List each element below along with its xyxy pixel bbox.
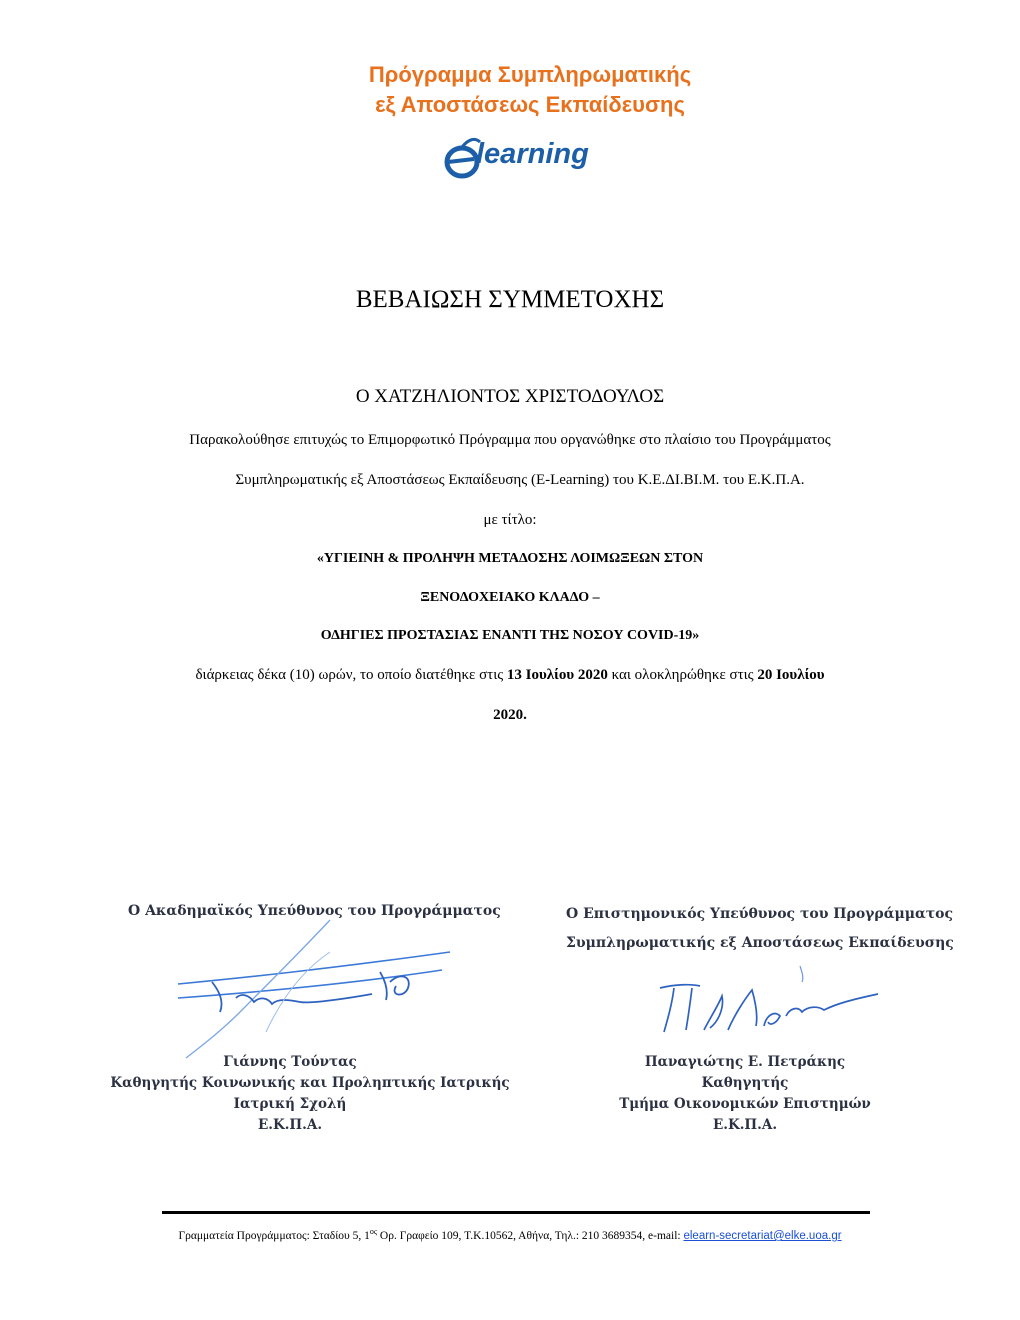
course-title-line1: «ΥΓΙΕΙΝΗ & ΠΡΟΛΗΨΗ ΜΕΤΑΔΟΣΗΣ ΛΟΙΜΩΞΕΩΝ ΣΤΟΝ: [316, 551, 704, 566]
certificate-title: ΒΕΒΑΙΩΣΗ ΣΥΜΜΕΤΟΧΗΣ: [355, 286, 665, 313]
elearning-brand-text: learning: [476, 138, 589, 170]
right-signatory-role-line2: Συμπληρωματικής εξ Αποστάσεως Εκπαίδευσης: [566, 935, 954, 951]
left-signatory-institution: Ε.Κ.Π.Α.: [257, 1117, 323, 1133]
duration-statement: [0, 667, 1020, 684]
left-signatory-name: Γιάννης Τούντας: [223, 1054, 357, 1070]
footer-email-link[interactable]: elearn-secretariat@elke.uoa.gr: [683, 1229, 842, 1242]
right-signature: [640, 960, 900, 1050]
attendance-statement-line1: Παρακολούθησε επιτυχώς το Επιμορφωτικό Πρόγραμμα που οργανώθηκε στο πλαίσιο του Προγράμματος: [189, 432, 831, 448]
recipient-name: Ο ΧΑΤΖΗΛΙΟΝΤΟΣ ΧΡΙΣΤΟΔΟΥΛΟΣ: [355, 386, 665, 407]
title-intro: με τίτλο:: [483, 512, 537, 528]
right-signatory-role-line1: Ο Επιστημονικός Υπεύθυνος του Προγράμματος: [566, 906, 954, 922]
end-date: 20 Ιουλίου: [757, 667, 825, 683]
attendance-statement-line2: Συμπληρωματικής εξ Αποστάσεως Εκπαίδευσης (E-Learning) του Κ.Ε.ΔΙ.ΒΙ.Μ. του Ε.Κ.Π.Α.: [235, 472, 805, 488]
logo-text-line2: εξ Αποστάσεως Εκπαίδευσης: [375, 92, 685, 117]
logo-text-line1: Πρόγραμμα Συμπληρωματικής: [368, 62, 692, 87]
left-signatory-school: Ιατρική Σχολή: [233, 1096, 347, 1112]
left-signature: [150, 912, 490, 1062]
course-title-line2: ΞΕΝΟΔΟΧΕΙΑΚΟ ΚΛΑΔΟ –: [420, 590, 600, 605]
course-title-line3: ΟΔΗΓΙΕΣ ΠΡΟΣΤΑΣΙΑΣ ΕΝΑΝΤΙ ΤΗΣ ΝΟΣΟΥ COVID-19»: [320, 628, 700, 643]
end-year: 2020.: [493, 707, 527, 723]
left-signatory-role: Ο Ακαδημαϊκός Υπεύθυνος του Προγράμματος: [128, 903, 501, 919]
footer-address-prefix: Γραμματεία Προγράμματος: Σταδίου 5, 1: [178, 1229, 370, 1242]
duration-middle: και ολοκληρώθηκε στις: [607, 667, 758, 683]
right-signatory-name: Παναγιώτης Ε. Πετράκης: [644, 1054, 846, 1070]
footer-contact: [0, 1227, 1020, 1242]
start-date: 13 Ιουλίου 2020: [506, 667, 608, 683]
left-signatory-title: Καθηγητής Κοινωνικής και Προληπτικής Ιατρικής: [110, 1075, 510, 1091]
footer-address-suffix: Ορ. Γραφείο 109, Τ.Κ.10562, Αθήνα, Τηλ.: 210 3689354, e-mail:: [377, 1229, 684, 1242]
right-signatory-title: Καθηγητής: [701, 1075, 789, 1091]
footer-divider: [162, 1211, 870, 1214]
elearning-logo: [442, 132, 622, 182]
right-signatory-department: Τμήμα Οικονομικών Επιστημών: [619, 1096, 871, 1112]
duration-prefix: διάρκειας δέκα (10) ωρών, το οποίο διατέθηκε στις: [195, 667, 507, 683]
footer-ordinal: ος: [369, 1227, 378, 1236]
right-signatory-institution: Ε.Κ.Π.Α.: [712, 1117, 778, 1133]
